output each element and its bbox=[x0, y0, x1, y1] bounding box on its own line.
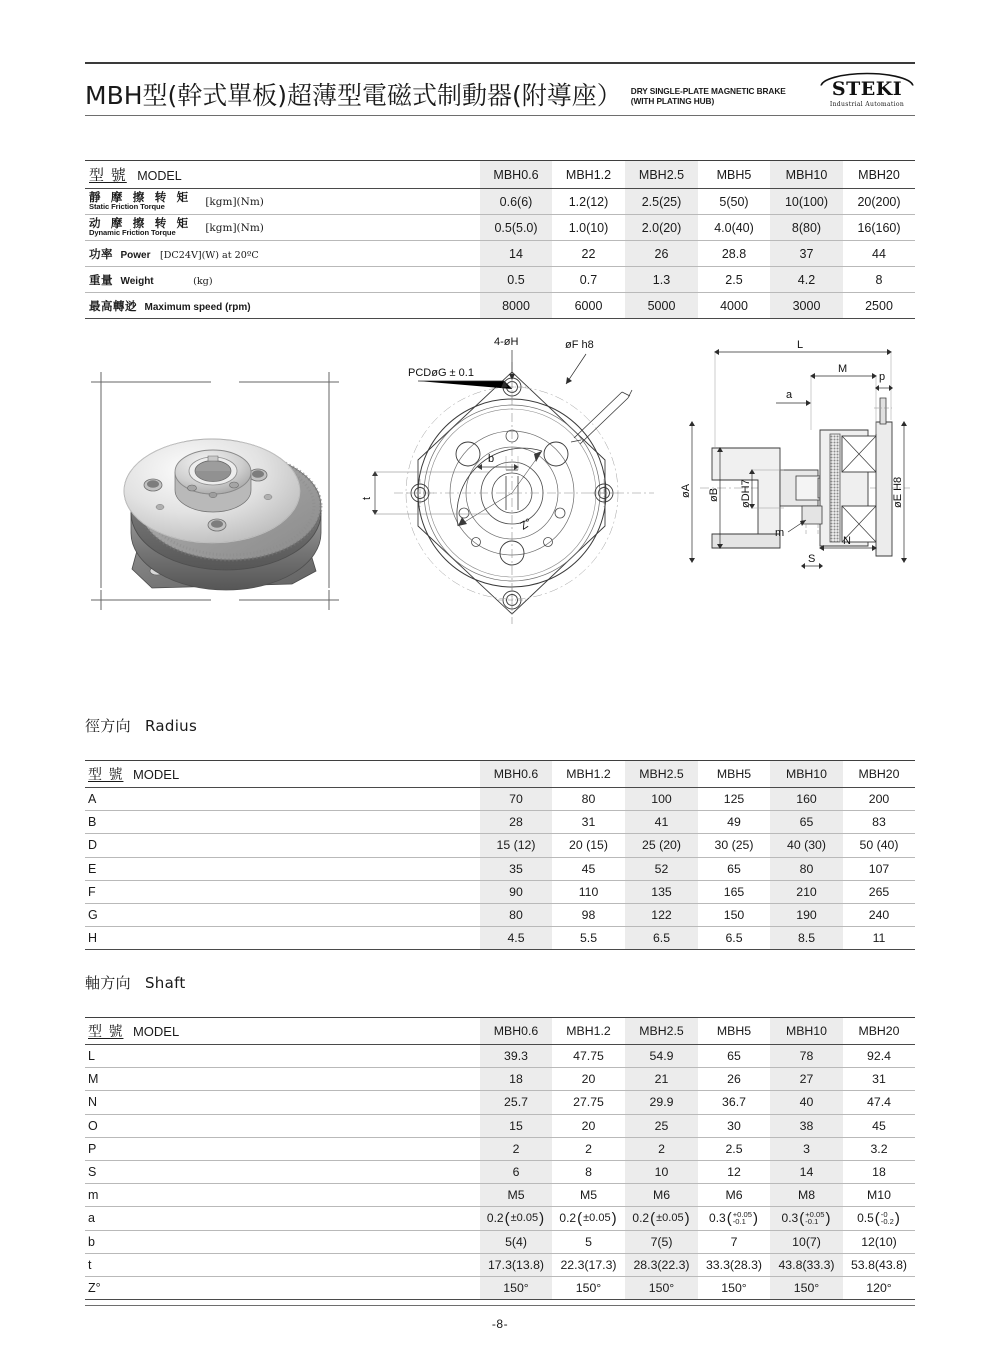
cell: 31 bbox=[843, 1068, 915, 1091]
model-label-cn: 型 號 bbox=[89, 166, 127, 184]
cell: 43.8(33.3) bbox=[770, 1253, 843, 1276]
row-label-N: N bbox=[85, 1091, 480, 1114]
cell: 2 bbox=[480, 1137, 552, 1160]
cell: 70 bbox=[480, 788, 552, 811]
cell: 80 bbox=[770, 857, 843, 880]
table-row bbox=[85, 1068, 915, 1091]
cell: 18 bbox=[843, 1160, 915, 1183]
cell: 0.5 bbox=[480, 267, 552, 293]
page-number: -8- bbox=[491, 1317, 509, 1331]
cell: 120° bbox=[843, 1276, 915, 1299]
radius-dimension-table bbox=[85, 760, 915, 950]
cell: M10 bbox=[843, 1184, 915, 1207]
cell: 2500 bbox=[843, 293, 915, 319]
table-header-row bbox=[85, 161, 915, 189]
table-row bbox=[85, 1276, 915, 1299]
cell: 14 bbox=[480, 241, 552, 267]
row-label-H: H bbox=[85, 927, 480, 950]
cell: M6 bbox=[698, 1184, 770, 1207]
table-row bbox=[85, 241, 915, 267]
table-row bbox=[85, 1091, 915, 1114]
model-col-1: MBH1.2 bbox=[552, 1018, 625, 1045]
table-row bbox=[85, 1230, 915, 1253]
model-col-2: MBH2.5 bbox=[625, 1018, 698, 1045]
cell: 5(50) bbox=[698, 189, 770, 215]
cell: 26 bbox=[625, 241, 698, 267]
cell: 40 (30) bbox=[770, 834, 843, 857]
cell: 1.0(10) bbox=[552, 215, 625, 241]
cell: 2 bbox=[625, 1137, 698, 1160]
cell bbox=[480, 1207, 552, 1230]
shaft-dimension-table bbox=[85, 1017, 915, 1300]
cell: 33.3(28.3) bbox=[698, 1253, 770, 1276]
row-label-Z°: Z° bbox=[85, 1276, 480, 1299]
cell bbox=[625, 1207, 698, 1230]
row-label-cn: 功率 bbox=[89, 246, 113, 261]
cell: 47.75 bbox=[552, 1045, 625, 1068]
cell: 8(80) bbox=[770, 215, 843, 241]
cell: 11 bbox=[843, 927, 915, 950]
model-col-2: MBH2.5 bbox=[625, 161, 698, 189]
row-label-b: b bbox=[85, 1230, 480, 1253]
label-z-angle: Z° bbox=[518, 516, 535, 533]
table-row bbox=[85, 1253, 915, 1276]
cell: 3.2 bbox=[843, 1137, 915, 1160]
table-row bbox=[85, 1137, 915, 1160]
cell: 27 bbox=[770, 1068, 843, 1091]
cell: 265 bbox=[843, 880, 915, 903]
cell: 150° bbox=[698, 1276, 770, 1299]
cell: M5 bbox=[552, 1184, 625, 1207]
tolerance-value: 0.3 ( +0.05 -0.1 ) bbox=[781, 1209, 831, 1227]
cell: 28.3(22.3) bbox=[625, 1253, 698, 1276]
table-row bbox=[85, 857, 915, 880]
page-subtitle bbox=[631, 86, 786, 109]
label-a: a bbox=[786, 389, 793, 401]
label-of-h8: øF h8 bbox=[565, 339, 594, 351]
label-b: b bbox=[488, 453, 495, 465]
table-row bbox=[85, 215, 915, 241]
cell: 54.9 bbox=[625, 1045, 698, 1068]
cell: 47.4 bbox=[843, 1091, 915, 1114]
cell: 25 bbox=[625, 1114, 698, 1137]
cell: 4.0(40) bbox=[698, 215, 770, 241]
tolerance-value: 0.3 ( +0.05 -0.1 ) bbox=[709, 1209, 758, 1227]
cell: 0.6(6) bbox=[480, 189, 552, 215]
row-label-en: Static Friction Torque bbox=[89, 202, 165, 212]
cell: 150 bbox=[698, 903, 770, 926]
table-row bbox=[85, 189, 915, 215]
row-label-static-torque bbox=[85, 189, 480, 215]
cell: 22 bbox=[552, 241, 625, 267]
model-col-5: MBH20 bbox=[843, 1018, 915, 1045]
cell: 17.3(13.8) bbox=[480, 1253, 552, 1276]
cell: 20 bbox=[552, 1114, 625, 1137]
row-label-en: Dynamic Friction Torque bbox=[89, 228, 176, 238]
cell: 190 bbox=[770, 903, 843, 926]
cell: 98 bbox=[552, 903, 625, 926]
steki-logo-icon bbox=[819, 72, 915, 101]
footer-rule bbox=[85, 1305, 915, 1306]
model-col-1: MBH1.2 bbox=[552, 761, 625, 788]
model-header-cell bbox=[85, 761, 480, 788]
cell: 16(160) bbox=[843, 215, 915, 241]
cell: 4.2 bbox=[770, 267, 843, 293]
svg-text:STEKI: STEKI bbox=[831, 78, 903, 100]
cell: 53.8(43.8) bbox=[843, 1253, 915, 1276]
model-label-en: MODEL bbox=[132, 767, 180, 782]
subtitle-line-2: (WITH PLATING HUB) bbox=[630, 95, 715, 106]
cell: 240 bbox=[843, 903, 915, 926]
table-row bbox=[85, 1045, 915, 1068]
cell: 2.5(25) bbox=[625, 189, 698, 215]
cell: 27.75 bbox=[552, 1091, 625, 1114]
cell: 78 bbox=[770, 1045, 843, 1068]
cell: 6 bbox=[480, 1160, 552, 1183]
cell: 15 bbox=[480, 1114, 552, 1137]
crop-marks bbox=[85, 362, 345, 622]
section-view-drawing bbox=[680, 330, 920, 630]
cell: 36.7 bbox=[698, 1091, 770, 1114]
cell: 150° bbox=[770, 1276, 843, 1299]
cell: 15 (12) bbox=[480, 834, 552, 857]
label-oB: øB bbox=[708, 487, 720, 502]
cell: 28.8 bbox=[698, 241, 770, 267]
cell: 52 bbox=[625, 857, 698, 880]
cell: 6000 bbox=[552, 293, 625, 319]
cell: 80 bbox=[552, 788, 625, 811]
cell: 18 bbox=[480, 1068, 552, 1091]
table-row bbox=[85, 1160, 915, 1183]
radius-section-caption bbox=[85, 715, 197, 736]
row-label-cn: 动 摩 擦 转 矩 bbox=[89, 216, 192, 231]
cell bbox=[698, 1207, 770, 1230]
table-row bbox=[85, 267, 915, 293]
table-header-row bbox=[85, 1018, 915, 1045]
cell: 10(100) bbox=[770, 189, 843, 215]
row-label-a: a bbox=[85, 1207, 480, 1230]
row-label-P: P bbox=[85, 1137, 480, 1160]
model-col-3: MBH5 bbox=[698, 761, 770, 788]
cell: 4000 bbox=[698, 293, 770, 319]
table-row bbox=[85, 788, 915, 811]
cell: 8000 bbox=[480, 293, 552, 319]
shaft-caption-en: Shaft bbox=[144, 974, 186, 992]
cell: 110 bbox=[552, 880, 625, 903]
table-row bbox=[85, 903, 915, 926]
row-unit: [DC24V](W) at 20ºC bbox=[159, 249, 259, 261]
cell: 65 bbox=[698, 857, 770, 880]
row-label-power bbox=[85, 241, 480, 267]
table-row bbox=[85, 1114, 915, 1137]
shaft-section-caption bbox=[85, 972, 186, 993]
cell: 90 bbox=[480, 880, 552, 903]
label-N: N bbox=[843, 535, 851, 547]
row-label-O: O bbox=[85, 1114, 480, 1137]
subtitle-line-1: DRY SINGLE-PLATE MAGNETIC BRAKE bbox=[630, 85, 786, 96]
cell: 165 bbox=[698, 880, 770, 903]
cell: 29.9 bbox=[625, 1091, 698, 1114]
cell: 2 bbox=[552, 1137, 625, 1160]
cell bbox=[552, 1207, 625, 1230]
page-header bbox=[85, 62, 915, 116]
cell: 41 bbox=[625, 811, 698, 834]
tolerance-value: 0.2 ( ±0.05 ) bbox=[559, 1209, 617, 1227]
table-row bbox=[85, 1184, 915, 1207]
model-col-1: MBH1.2 bbox=[552, 161, 625, 189]
shaft-caption-cn: 軸方向 bbox=[85, 974, 131, 992]
cell: 6.5 bbox=[625, 927, 698, 950]
cell: 21 bbox=[625, 1068, 698, 1091]
model-header-cell bbox=[85, 161, 480, 189]
cell: 3000 bbox=[770, 293, 843, 319]
cell: 210 bbox=[770, 880, 843, 903]
cell: 125 bbox=[698, 788, 770, 811]
cell: 2.5 bbox=[698, 1137, 770, 1160]
model-col-3: MBH5 bbox=[698, 1018, 770, 1045]
cell: 7(5) bbox=[625, 1230, 698, 1253]
row-label-cn: 靜 摩 擦 转 矩 bbox=[89, 190, 192, 205]
cell: 12 bbox=[698, 1160, 770, 1183]
row-label-A: A bbox=[85, 788, 480, 811]
cell: 5 bbox=[552, 1230, 625, 1253]
row-unit: [kgm](Nm) bbox=[205, 221, 264, 234]
label-L: L bbox=[797, 339, 804, 351]
cell: 5.5 bbox=[552, 927, 625, 950]
row-label-B: B bbox=[85, 811, 480, 834]
row-label-D: D bbox=[85, 834, 480, 857]
cell: 20 (15) bbox=[552, 834, 625, 857]
cell: 83 bbox=[843, 811, 915, 834]
label-M: M bbox=[838, 363, 848, 375]
specification-table bbox=[85, 160, 915, 319]
cell: 26 bbox=[698, 1068, 770, 1091]
cell: 20(200) bbox=[843, 189, 915, 215]
cell: 150° bbox=[480, 1276, 552, 1299]
cell: 135 bbox=[625, 880, 698, 903]
row-label-en: Power bbox=[120, 249, 151, 261]
cell: 10(7) bbox=[770, 1230, 843, 1253]
row-label-en: Maximum speed (rpm) bbox=[144, 301, 251, 313]
brand-logo bbox=[819, 72, 915, 109]
cell: 1.2(12) bbox=[552, 189, 625, 215]
cell: 80 bbox=[480, 903, 552, 926]
cell: 45 bbox=[843, 1114, 915, 1137]
header-bottom-rule bbox=[85, 115, 915, 116]
cell: 22.3(17.3) bbox=[552, 1253, 625, 1276]
cell: 92.4 bbox=[843, 1045, 915, 1068]
row-label-cn: 重量 bbox=[89, 272, 113, 287]
table-row bbox=[85, 811, 915, 834]
cell: 7 bbox=[698, 1230, 770, 1253]
row-label-G: G bbox=[85, 903, 480, 926]
row-label-L: L bbox=[85, 1045, 480, 1068]
row-unit: (kg) bbox=[193, 275, 213, 287]
cell: 150° bbox=[552, 1276, 625, 1299]
cell: 150° bbox=[625, 1276, 698, 1299]
row-unit: [kgm](Nm) bbox=[205, 195, 264, 208]
label-oEH8: øE H8 bbox=[892, 476, 904, 508]
cell: 160 bbox=[770, 788, 843, 811]
row-label-S: S bbox=[85, 1160, 480, 1183]
tolerance-value: 0.2 ( ±0.05 ) bbox=[486, 1209, 545, 1227]
model-col-5: MBH20 bbox=[843, 161, 915, 189]
model-header-cell bbox=[85, 1018, 480, 1045]
row-label-en: Weight bbox=[120, 275, 154, 287]
row-label-m: m bbox=[85, 1184, 480, 1207]
cell: 8 bbox=[552, 1160, 625, 1183]
cell: 25 (20) bbox=[625, 834, 698, 857]
row-label-F: F bbox=[85, 880, 480, 903]
cell: 65 bbox=[698, 1045, 770, 1068]
cell: 38 bbox=[770, 1114, 843, 1137]
cell: 65 bbox=[770, 811, 843, 834]
row-label-M: M bbox=[85, 1068, 480, 1091]
model-label-cn: 型 號 bbox=[88, 767, 124, 783]
cell: 2.5 bbox=[698, 267, 770, 293]
cell: 1.3 bbox=[625, 267, 698, 293]
cell: 49 bbox=[698, 811, 770, 834]
model-col-3: MBH5 bbox=[698, 161, 770, 189]
model-label-en: MODEL bbox=[137, 169, 182, 183]
cell: M5 bbox=[480, 1184, 552, 1207]
cell: 35 bbox=[480, 857, 552, 880]
table-row bbox=[85, 927, 915, 950]
table-row bbox=[85, 1207, 915, 1230]
table-row bbox=[85, 880, 915, 903]
front-view-drawing bbox=[360, 330, 680, 660]
label-oDH7: øDH7 bbox=[740, 479, 752, 508]
model-col-0: MBH0.6 bbox=[480, 761, 552, 788]
page-title: MBH型(幹式單板)超薄型電磁式制動器(附導座） bbox=[85, 80, 622, 110]
cell: 30 bbox=[698, 1114, 770, 1137]
cell: 12(10) bbox=[843, 1230, 915, 1253]
cell: M6 bbox=[625, 1184, 698, 1207]
cell: 122 bbox=[625, 903, 698, 926]
cell: 5000 bbox=[625, 293, 698, 319]
cell: 45 bbox=[552, 857, 625, 880]
table-row bbox=[85, 293, 915, 319]
cell: 8.5 bbox=[770, 927, 843, 950]
cell: 28 bbox=[480, 811, 552, 834]
row-label-dynamic-torque bbox=[85, 215, 480, 241]
cell: 40 bbox=[770, 1091, 843, 1114]
row-label-E: E bbox=[85, 857, 480, 880]
model-col-2: MBH2.5 bbox=[625, 761, 698, 788]
model-col-4: MBH10 bbox=[770, 1018, 843, 1045]
row-label-weight bbox=[85, 267, 480, 293]
cell: 3 bbox=[770, 1137, 843, 1160]
model-col-4: MBH10 bbox=[770, 161, 843, 189]
cell: 2.0(20) bbox=[625, 215, 698, 241]
row-label-max-speed bbox=[85, 293, 480, 319]
cell: M8 bbox=[770, 1184, 843, 1207]
model-label-en: MODEL bbox=[132, 1024, 180, 1039]
model-label-cn: 型 號 bbox=[88, 1024, 124, 1040]
cell: 37 bbox=[770, 241, 843, 267]
cell: 30 (25) bbox=[698, 834, 770, 857]
cell: 50 (40) bbox=[843, 834, 915, 857]
cell: 25.7 bbox=[480, 1091, 552, 1114]
cell: 20 bbox=[552, 1068, 625, 1091]
cell: 5(4) bbox=[480, 1230, 552, 1253]
cell: 6.5 bbox=[698, 927, 770, 950]
label-p: p bbox=[879, 371, 886, 383]
label-pcd: PCDøG ± 0.1 bbox=[408, 367, 474, 379]
cell: 107 bbox=[843, 857, 915, 880]
tolerance-value: 0.5 ( -0 -0.2 ) bbox=[857, 1209, 900, 1227]
cell: 8 bbox=[843, 267, 915, 293]
cell: 4.5 bbox=[480, 927, 552, 950]
model-col-0: MBH0.6 bbox=[480, 161, 552, 189]
label-S: S bbox=[808, 553, 816, 565]
cell: 39.3 bbox=[480, 1045, 552, 1068]
table-row bbox=[85, 834, 915, 857]
label-m: m bbox=[775, 527, 785, 539]
cell: 31 bbox=[552, 811, 625, 834]
row-label-t: t bbox=[85, 1253, 480, 1276]
logo-subtitle: Industrial Automation bbox=[829, 101, 905, 108]
label-t: t bbox=[361, 496, 373, 500]
cell: 0.7 bbox=[552, 267, 625, 293]
tolerance-value: 0.2 ( ±0.05 ) bbox=[632, 1209, 690, 1227]
row-label-cn: 最高轉逤 bbox=[89, 298, 137, 313]
cell: 0.5(5.0) bbox=[480, 215, 552, 241]
label-oA: øA bbox=[680, 483, 692, 498]
model-col-4: MBH10 bbox=[770, 761, 843, 788]
cell: 14 bbox=[770, 1160, 843, 1183]
radius-caption-cn: 徑方向 bbox=[85, 717, 131, 735]
model-col-5: MBH20 bbox=[843, 761, 915, 788]
cell: 200 bbox=[843, 788, 915, 811]
cell bbox=[843, 1207, 915, 1230]
table-header-row bbox=[85, 761, 915, 788]
label-4-holes: 4-øH bbox=[494, 336, 519, 348]
cell: 44 bbox=[843, 241, 915, 267]
radius-caption-en: Radius bbox=[144, 717, 198, 735]
cell: 100 bbox=[625, 788, 698, 811]
page-footer bbox=[85, 1305, 915, 1331]
cell: 10 bbox=[625, 1160, 698, 1183]
cell bbox=[770, 1207, 843, 1230]
model-col-0: MBH0.6 bbox=[480, 1018, 552, 1045]
